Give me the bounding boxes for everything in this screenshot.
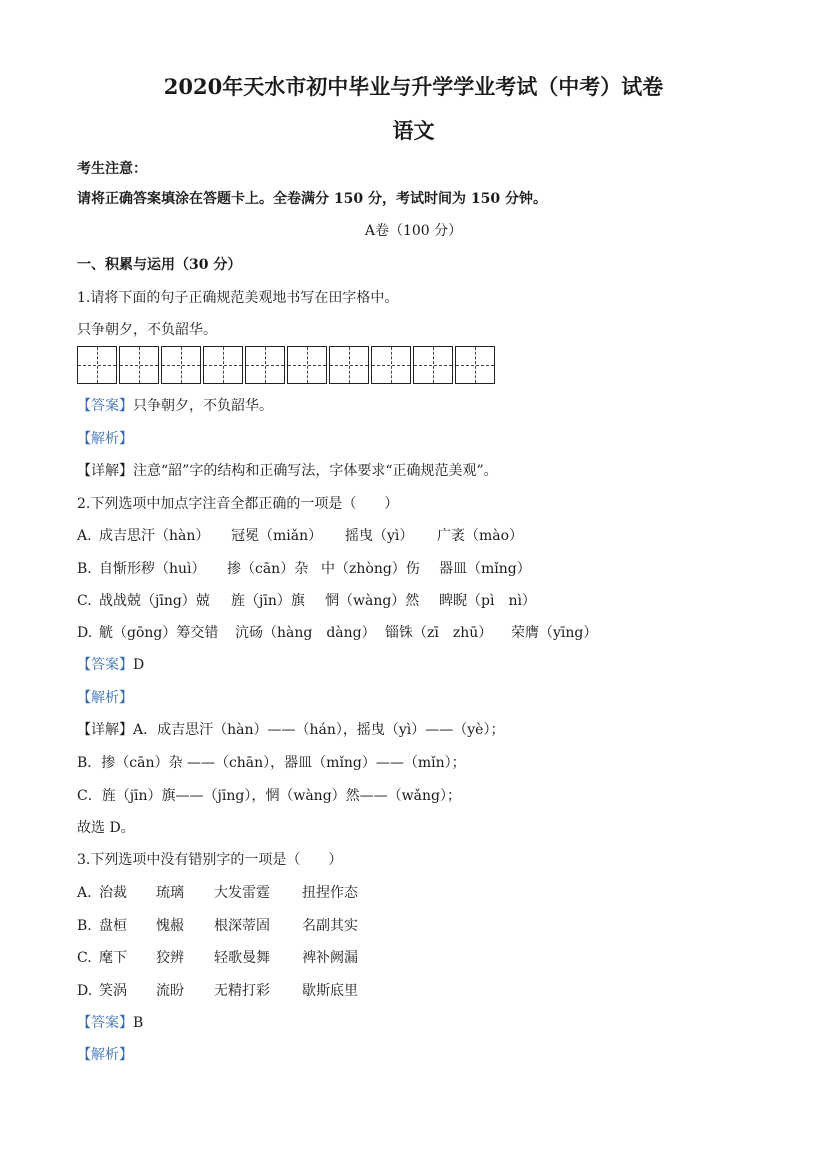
tianzige-cell: [413, 346, 453, 384]
notice-text: 请将正确答案填涂在答题卡上。全卷满分 150 分，考试时间为 150 分钟。: [77, 191, 547, 207]
q1-answer-line: [77, 397, 273, 415]
q2-detail-a: 【详解】A．成吉思汗（hàn）——（hán），摇曳（yì）——（yè）；: [77, 722, 505, 738]
q2-option-c: C. 战战兢（jīng）兢 旌（jīn）旗 惘（wàng）然 睥睨（pì nì）: [77, 593, 536, 609]
tianzige-cell: [77, 346, 117, 384]
answer-label: 【答案】: [77, 1015, 133, 1031]
q3-answer-line: [77, 1014, 143, 1032]
tianzige-cell: [203, 346, 243, 384]
q2-conclusion: 故选 D。: [77, 820, 135, 836]
q1-stem: 1.请将下面的句子正确规范美观地书写在田字格中。: [77, 290, 399, 306]
page-title: 2020年天水市初中毕业与升学学业考试（中考）试卷: [163, 74, 664, 99]
q2-option-b: B. 自惭形秽（huì） 掺（cān）杂 中（zhòng）伤 器皿（mǐng）: [77, 561, 531, 577]
q2-analysis-label: 【解析】: [77, 690, 133, 706]
subject-title: 语文: [392, 118, 435, 143]
q2-answer-line: [77, 656, 144, 674]
tianzige-cell: [287, 346, 327, 384]
tianzige-cell: [161, 346, 201, 384]
detail-label: 【详解】: [77, 463, 133, 479]
q3-option-c: C. 麾下 狡辨 轻歌曼舞 裨补阙漏: [77, 950, 358, 966]
tianzige-cell: [245, 346, 285, 384]
q1-analysis-label: 【解析】: [77, 431, 133, 447]
q2-detail-b: B．掺（cān）杂 ——（chān），器皿（mǐng）——（mǐn）；: [77, 755, 466, 771]
tianzige-grid: [77, 346, 497, 384]
q1-answer: 只争朝夕，不负韶华。: [133, 398, 273, 414]
notice-heading: 考生注意：: [77, 161, 147, 177]
q2-detail-c: C．旌（jīn）旗——（jīng），惘（wàng）然——（wǎng）；: [77, 788, 461, 804]
section-a-heading: A卷（100 分）: [364, 223, 463, 239]
q2-option-d: D. 觥（gōng）筹交错 沆砀（hàng dàng） 锱铢（zī zhū） 荣膺（yīng）: [77, 625, 598, 641]
tianzige-cell: [455, 346, 495, 384]
detail-label: 【详解】: [77, 722, 133, 738]
answer-label: 【答案】: [77, 398, 133, 414]
q1-detail: 注意“韶”字的结构和正确写法，字体要求“正确规范美观”。: [133, 463, 498, 479]
q3-answer: B: [133, 1015, 144, 1031]
q3-option-d: D. 笑涡 流盼 无精打彩 歇斯底里: [77, 983, 358, 999]
q2-answer: D: [133, 657, 145, 673]
part1-heading: 一、积累与运用（30 分）: [77, 257, 242, 273]
tianzige-cell: [371, 346, 411, 384]
answer-label: 【答案】: [77, 657, 133, 673]
q3-option-a: A. 治裁 琉璃 大发雷霆 扭捏作态: [77, 885, 358, 901]
tianzige-cell: [119, 346, 159, 384]
q1-detail-line: [77, 462, 498, 480]
q2-stem: 2.下列选项中加点字注音全都正确的一项是（ ）: [77, 496, 399, 512]
q2-option-a: A. 成吉思汗（hàn） 冠冕（miǎn） 摇曳（yì） 广袤（mào）: [77, 528, 524, 544]
q3-stem: 3.下列选项中没有错别字的一项是（ ）: [77, 852, 343, 868]
q3-analysis-label: 【解析】: [77, 1047, 133, 1063]
q3-option-b: B. 盘桓 愧赧 根深蒂固 名副其实: [77, 918, 358, 934]
q1-sentence: 只争朝夕，不负韶华。: [77, 322, 217, 338]
tianzige-cell: [329, 346, 369, 384]
